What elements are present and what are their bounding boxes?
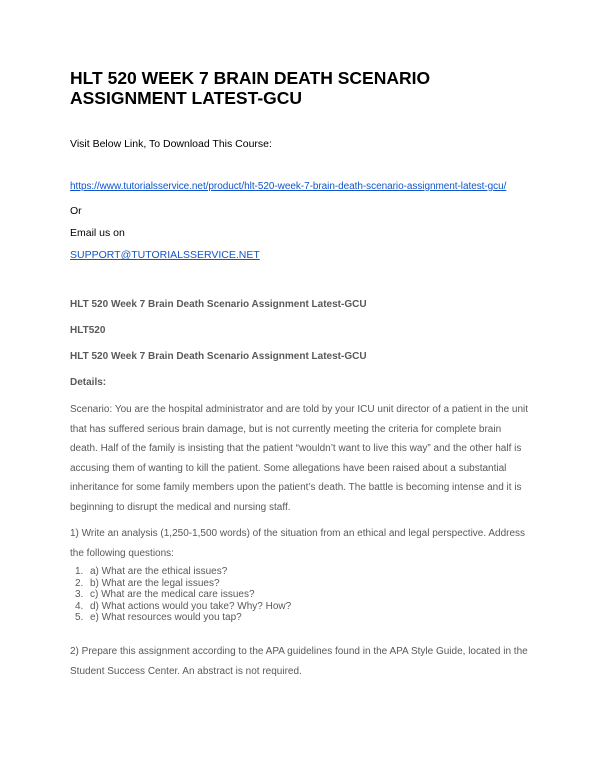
list-item: 1. a) What are the ethical issues?: [75, 566, 228, 577]
details-label: Details:: [70, 377, 107, 388]
questions-list: [70, 566, 291, 624]
email-link[interactable]: SUPPORT@TUTORIALSSERVICE.NET: [70, 249, 260, 261]
section-subheading: HLT 520 Week 7 Brain Death Scenario Assignment Latest-GCU: [70, 351, 367, 362]
list-item: 5. e) What resources would you tap?: [75, 612, 242, 623]
list-item: 2. b) What are the legal issues?: [75, 577, 220, 589]
download-link[interactable]: https://www.tutorialsservice.net/product/hlt-520-week-7-brain-death-scenario-assignment-latest-gcu/: [70, 181, 507, 192]
scenario-paragraph: Scenario: You are the hospital administrator and are told by your ICU unit director of a patient in the unit that has suffered serious brain damage, but is not currently meeting the criteria for complete brain death. Half of the family is insisting that the patient “wouldn’t want to live this way” and the other half is accusing them of wanting to kill the patient. Some allegations have been raised about a substantial inheritance for some family members upon the patient’s death. The battle is becoming intense and it is beginning to disrupt the medical and nursing staff.: [70, 404, 529, 513]
list-item: 3. c) What are the medical care issues?: [75, 589, 255, 600]
list-item: 4. d) What actions would you take? Why? How?: [75, 600, 292, 612]
task-two-paragraph: 2) Prepare this assignment according to the APA guidelines found in the APA Style Guide, located in the Student Success Center. An abstract is not required.: [70, 646, 528, 677]
intro-text: Visit Below Link, To Download This Course:: [70, 138, 272, 150]
task-one-paragraph: 1) Write an analysis (1,250-1,500 words) of the situation from an ethical and legal perspective. Address the following questions:: [70, 528, 526, 559]
course-code: HLT520: [70, 325, 106, 336]
section-heading: HLT 520 Week 7 Brain Death Scenario Assignment Latest-GCU: [70, 299, 367, 310]
document-title: HLT 520 WEEK 7 BRAIN DEATH SCENARIO ASSIGNMENT LATEST-GCU: [70, 68, 431, 108]
email-label: Email us on: [70, 227, 125, 239]
or-text: Or: [70, 205, 82, 217]
